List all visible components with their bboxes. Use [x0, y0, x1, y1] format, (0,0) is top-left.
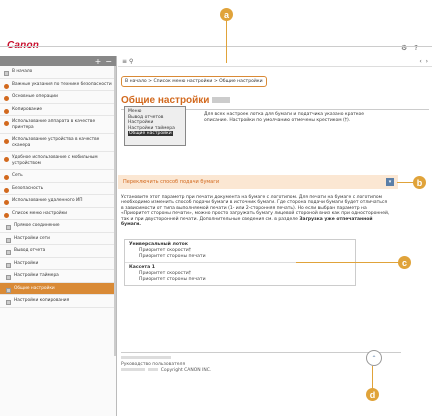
- help-icon[interactable]: ?: [414, 44, 418, 52]
- main-content: [118, 56, 432, 416]
- menu-icon[interactable]: ≡: [122, 57, 128, 65]
- settings-group: [125, 263, 355, 285]
- minus-icon[interactable]: −: [105, 56, 112, 66]
- sidebar-item-label: В начало: [12, 69, 33, 74]
- settings-option: Приоритет скорости†: [139, 248, 192, 253]
- canon-logo: Canon: [7, 40, 40, 51]
- section-header[interactable]: [118, 175, 398, 189]
- intro-text: Для всех настроек лотка для бумаги и податчика указано краткое описание. Настройки по умолчанию отмечены крестиком (†).: [204, 112, 365, 123]
- bullet-icon: [4, 121, 9, 126]
- sidebar-item[interactable]: [0, 208, 116, 221]
- bullet-icon: [4, 109, 9, 114]
- section-body-link[interactable]: Загрузка уже отпечатанной бумаги.: [121, 216, 373, 228]
- sidebar-item[interactable]: [0, 233, 116, 246]
- settings-group-name: Кассета 1: [129, 265, 155, 270]
- page-icon: [6, 238, 11, 243]
- copyright: Copyright CANON INC.: [160, 368, 212, 373]
- section-body-text: Установите этот параметр при печати документа на бумаге с логотипом. Для печати на бумаге с логотипом необходимо изменить способ подачи бумаги в источник бумаги. Где сторона подачи бумаги будет отличаться в зависимости от типа выполняемой печати (1- или 2-сторонняя печать). Но если выбран параметр на «Приоритет стороны печати», можно просто загружать бумагу лицевой стороной вниз как при односторонней, так и при двусторонней печати. Дополнительные сведения см. в разделе: [121, 195, 390, 222]
- sidebar-item[interactable]: [0, 116, 116, 134]
- sidebar-item-label: Важные указания по технике безопасности: [12, 81, 112, 87]
- bullet-icon: [4, 175, 9, 180]
- gear-icon[interactable]: ⚙: [401, 44, 408, 52]
- sidebar-item[interactable]: [0, 66, 116, 79]
- sidebar-list: [0, 66, 116, 308]
- sidebar-item[interactable]: [0, 170, 116, 183]
- plus-icon[interactable]: +: [94, 56, 102, 66]
- page-icon: [6, 263, 11, 268]
- bullet-icon: [4, 200, 9, 205]
- page-icon: [6, 300, 11, 305]
- sidebar-item-label: Сеть: [12, 173, 23, 178]
- toolbar-left: [122, 58, 133, 65]
- settings-option: Приоритет стороны печати: [139, 254, 206, 259]
- callout-b: [413, 176, 426, 189]
- callout-c: [398, 256, 411, 269]
- title-tag: [212, 97, 230, 103]
- lcd-menu-item-text: Вывод отчетов: [128, 114, 164, 120]
- callout-line-a: [226, 16, 227, 63]
- settings-group-name: Универсальный лоток: [129, 242, 188, 247]
- section-toggle-icon[interactable]: ▾: [386, 178, 394, 186]
- sidebar-scrollbar[interactable]: [114, 66, 116, 356]
- page-icon: [6, 225, 11, 230]
- sidebar-item[interactable]: [0, 220, 116, 233]
- sidebar-item-label: Настройки: [14, 260, 39, 266]
- lcd-menu-item-text: Настройки таймера: [128, 125, 175, 131]
- footer-blur: [148, 368, 158, 371]
- page-icon: [6, 250, 11, 255]
- sidebar-item-label: Использование аппарата в качестве принтера: [12, 119, 96, 130]
- sidebar-item[interactable]: [0, 104, 116, 117]
- callout-d-label: d: [369, 389, 376, 400]
- sidebar-item-label: Список меню настройки: [12, 210, 68, 216]
- sidebar-item-label: Основные операции: [12, 94, 58, 99]
- callout-c-label: c: [401, 257, 407, 268]
- sidebar-item-label: Использование удаленного ИП: [12, 198, 83, 203]
- search-icon[interactable]: ⚲: [128, 57, 134, 65]
- bullet-icon: [4, 84, 9, 89]
- callout-a: [220, 8, 233, 21]
- sidebar-item[interactable]: [0, 134, 116, 152]
- sidebar-item-label: Настройки копирования: [14, 298, 70, 303]
- page-icon: [4, 71, 9, 76]
- sidebar-item[interactable]: [0, 91, 116, 104]
- bullet-icon: [4, 96, 9, 101]
- next-icon[interactable]: ›: [425, 57, 428, 65]
- sidebar-item-label: Использование устройства в качестве сканера: [12, 137, 100, 148]
- sidebar-item[interactable]: [0, 283, 116, 296]
- lcd-menu-screen: [124, 106, 186, 146]
- callout-d: [366, 388, 379, 401]
- sidebar: [0, 56, 117, 416]
- sidebar-item[interactable]: [0, 195, 116, 208]
- footer-blur: [121, 368, 145, 371]
- bullet-icon: [4, 213, 9, 218]
- sidebar-item[interactable]: [0, 152, 116, 170]
- callout-a-label: a: [223, 9, 229, 20]
- lcd-menu-item-text: Общие настройки: [129, 131, 172, 136]
- settings-option: Приоритет стороны печати: [139, 277, 206, 282]
- sidebar-item-label: Копирование: [12, 106, 43, 112]
- page-title-text: Общие настройки: [121, 95, 210, 106]
- back-to-top-icon: ⌃: [371, 354, 377, 362]
- sidebar-item-label: Вывод отчета: [14, 248, 46, 253]
- footer-line3: [121, 368, 211, 374]
- bullet-icon: [4, 188, 9, 193]
- settings-option: Приоритет скорости†: [139, 271, 192, 276]
- sidebar-item-label: Прямое соединение: [14, 223, 60, 228]
- lcd-menu-item-text: Меню: [128, 109, 142, 114]
- lcd-menu-item: [128, 131, 182, 137]
- sidebar-item-label: Безопасность: [12, 185, 44, 191]
- prev-icon[interactable]: ‹: [419, 57, 422, 65]
- back-to-top-button[interactable]: [366, 350, 382, 366]
- sidebar-item[interactable]: [0, 245, 116, 258]
- sidebar-item[interactable]: [0, 79, 116, 92]
- footer-divider: [121, 352, 401, 353]
- lcd-menu-item-text: Настройки: [128, 120, 154, 125]
- callout-line-c: [296, 262, 402, 263]
- sidebar-item[interactable]: [0, 295, 116, 308]
- settings-group: [125, 240, 355, 262]
- footer-blur: [121, 356, 171, 359]
- sidebar-header: [0, 56, 116, 66]
- sidebar-item[interactable]: [0, 258, 116, 271]
- sidebar-item[interactable]: [0, 183, 116, 196]
- sidebar-item-label: Настройки таймера: [14, 273, 59, 278]
- footer-title: Руководство пользователя: [121, 362, 186, 367]
- page-title: [121, 95, 432, 106]
- section-body: [121, 195, 391, 227]
- footer: [121, 356, 211, 374]
- page-icon: [6, 288, 11, 293]
- sidebar-item-label: Настройки сети: [14, 235, 50, 241]
- bullet-icon: [4, 139, 9, 144]
- toolbar-right: [419, 58, 428, 65]
- sidebar-item[interactable]: [0, 270, 116, 283]
- page-icon: [6, 275, 11, 280]
- bullet-icon: [4, 157, 9, 162]
- callout-b-label: b: [416, 177, 423, 188]
- section-title: Переключить способ подачи бумаги: [123, 179, 220, 185]
- sidebar-item-label: Удобное использование с мобильным устройством: [12, 155, 98, 166]
- sidebar-item-label: Общие настройки: [14, 285, 55, 291]
- toolbar: [118, 56, 432, 67]
- breadcrumb[interactable]: В начало > Список меню настройки > Общие настройки: [121, 76, 267, 87]
